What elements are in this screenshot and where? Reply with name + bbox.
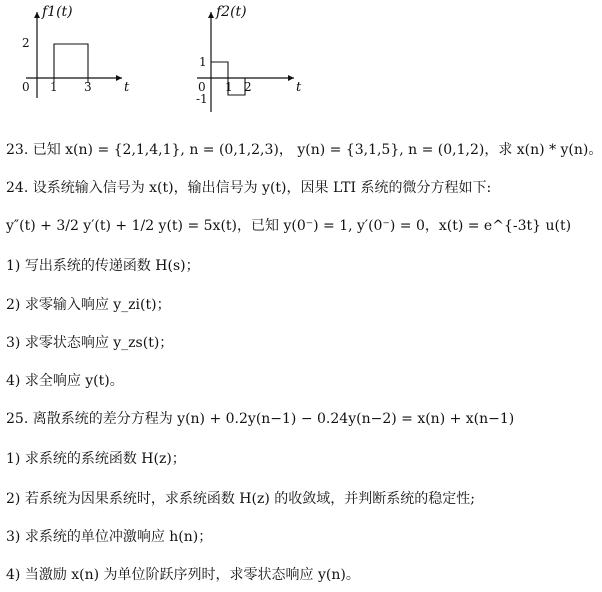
f2-plot [197,12,294,112]
f1-title-text: f1(t) [42,4,73,20]
q24-equation-line: y″(t) + 3/2 y′(t) + 1/2 y(t) = 5x(t)，已知 y(0⁻) = 1, y′(0⁻) = 0，x(t) = e^{-3t} u(t) [6,218,572,234]
q24-line: 24. 设系统输入信号为 x(t)，输出信号为 y(t)，因果 LTI 系统的微分方程如下: [6,180,492,196]
f1-y-axis-arrow [34,12,40,18]
f1-x-axis-label: t [124,80,130,95]
f1-x-axis-arrow [116,75,122,81]
f2-ytick-neg1: -1 [196,92,208,106]
q25-line: 25. 离散系统的差分方程为 y(n) + 0.2y(n−1) − 0.24y(n−2) = x(n) + x(n−1) [6,411,515,427]
f1-pulse [54,44,88,78]
q23-line: 23. 已知 x(n) = {2,1,4,1}, n = (0,1,2,3)， y(n) = {3,1,5}, n = (0,1,2)，求 x(n) * y(n)。 [6,142,602,158]
f1-plot [26,12,122,98]
f2-title-text: f2(t) [216,4,247,20]
f2-xtick-label-0: 0 [198,80,206,94]
signal-plots [0,0,542,125]
f2-xtick-label-2: 2 [244,80,252,94]
f2-y-axis-arrow [208,12,214,18]
q24-sub1: 1) 写出系统的传递函数 H(s)； [6,258,200,274]
f1-xtick-label-3: 3 [84,80,92,94]
f2-x-axis-arrow [288,75,294,81]
figures-row [0,0,542,125]
f1-xtick-label-1: 1 [50,80,58,94]
q24-sub2: 2) 求零输入响应 y_zi(t)； [6,297,171,313]
f2-xtick-label-1: 1 [225,80,233,94]
q24-sub4: 4) 求全响应 y(t)。 [6,373,124,389]
f1-title [42,4,73,20]
f2-title [216,4,247,20]
q25-sub4: 4) 当激励 x(n) 为单位阶跃序列时，求零状态响应 y(n)。 [6,567,360,583]
f2-x-axis-label: t [296,80,302,95]
q25-sub3: 3) 求系统的单位冲激响应 h(n)； [6,529,213,545]
q25-sub2: 2) 若系统为因果系统时，求系统函数 H(z) 的收敛域，并判断系统的稳定性; [6,491,475,507]
f1-xtick-label-0: 0 [22,80,30,94]
f1-ytick-2: 2 [22,36,30,50]
f2-ytick-1: 1 [199,55,207,69]
q25-sub1: 1) 求系统的系统函数 H(z)； [6,451,186,467]
q24-sub3: 3) 求零状态响应 y_zs(t)； [6,335,174,351]
